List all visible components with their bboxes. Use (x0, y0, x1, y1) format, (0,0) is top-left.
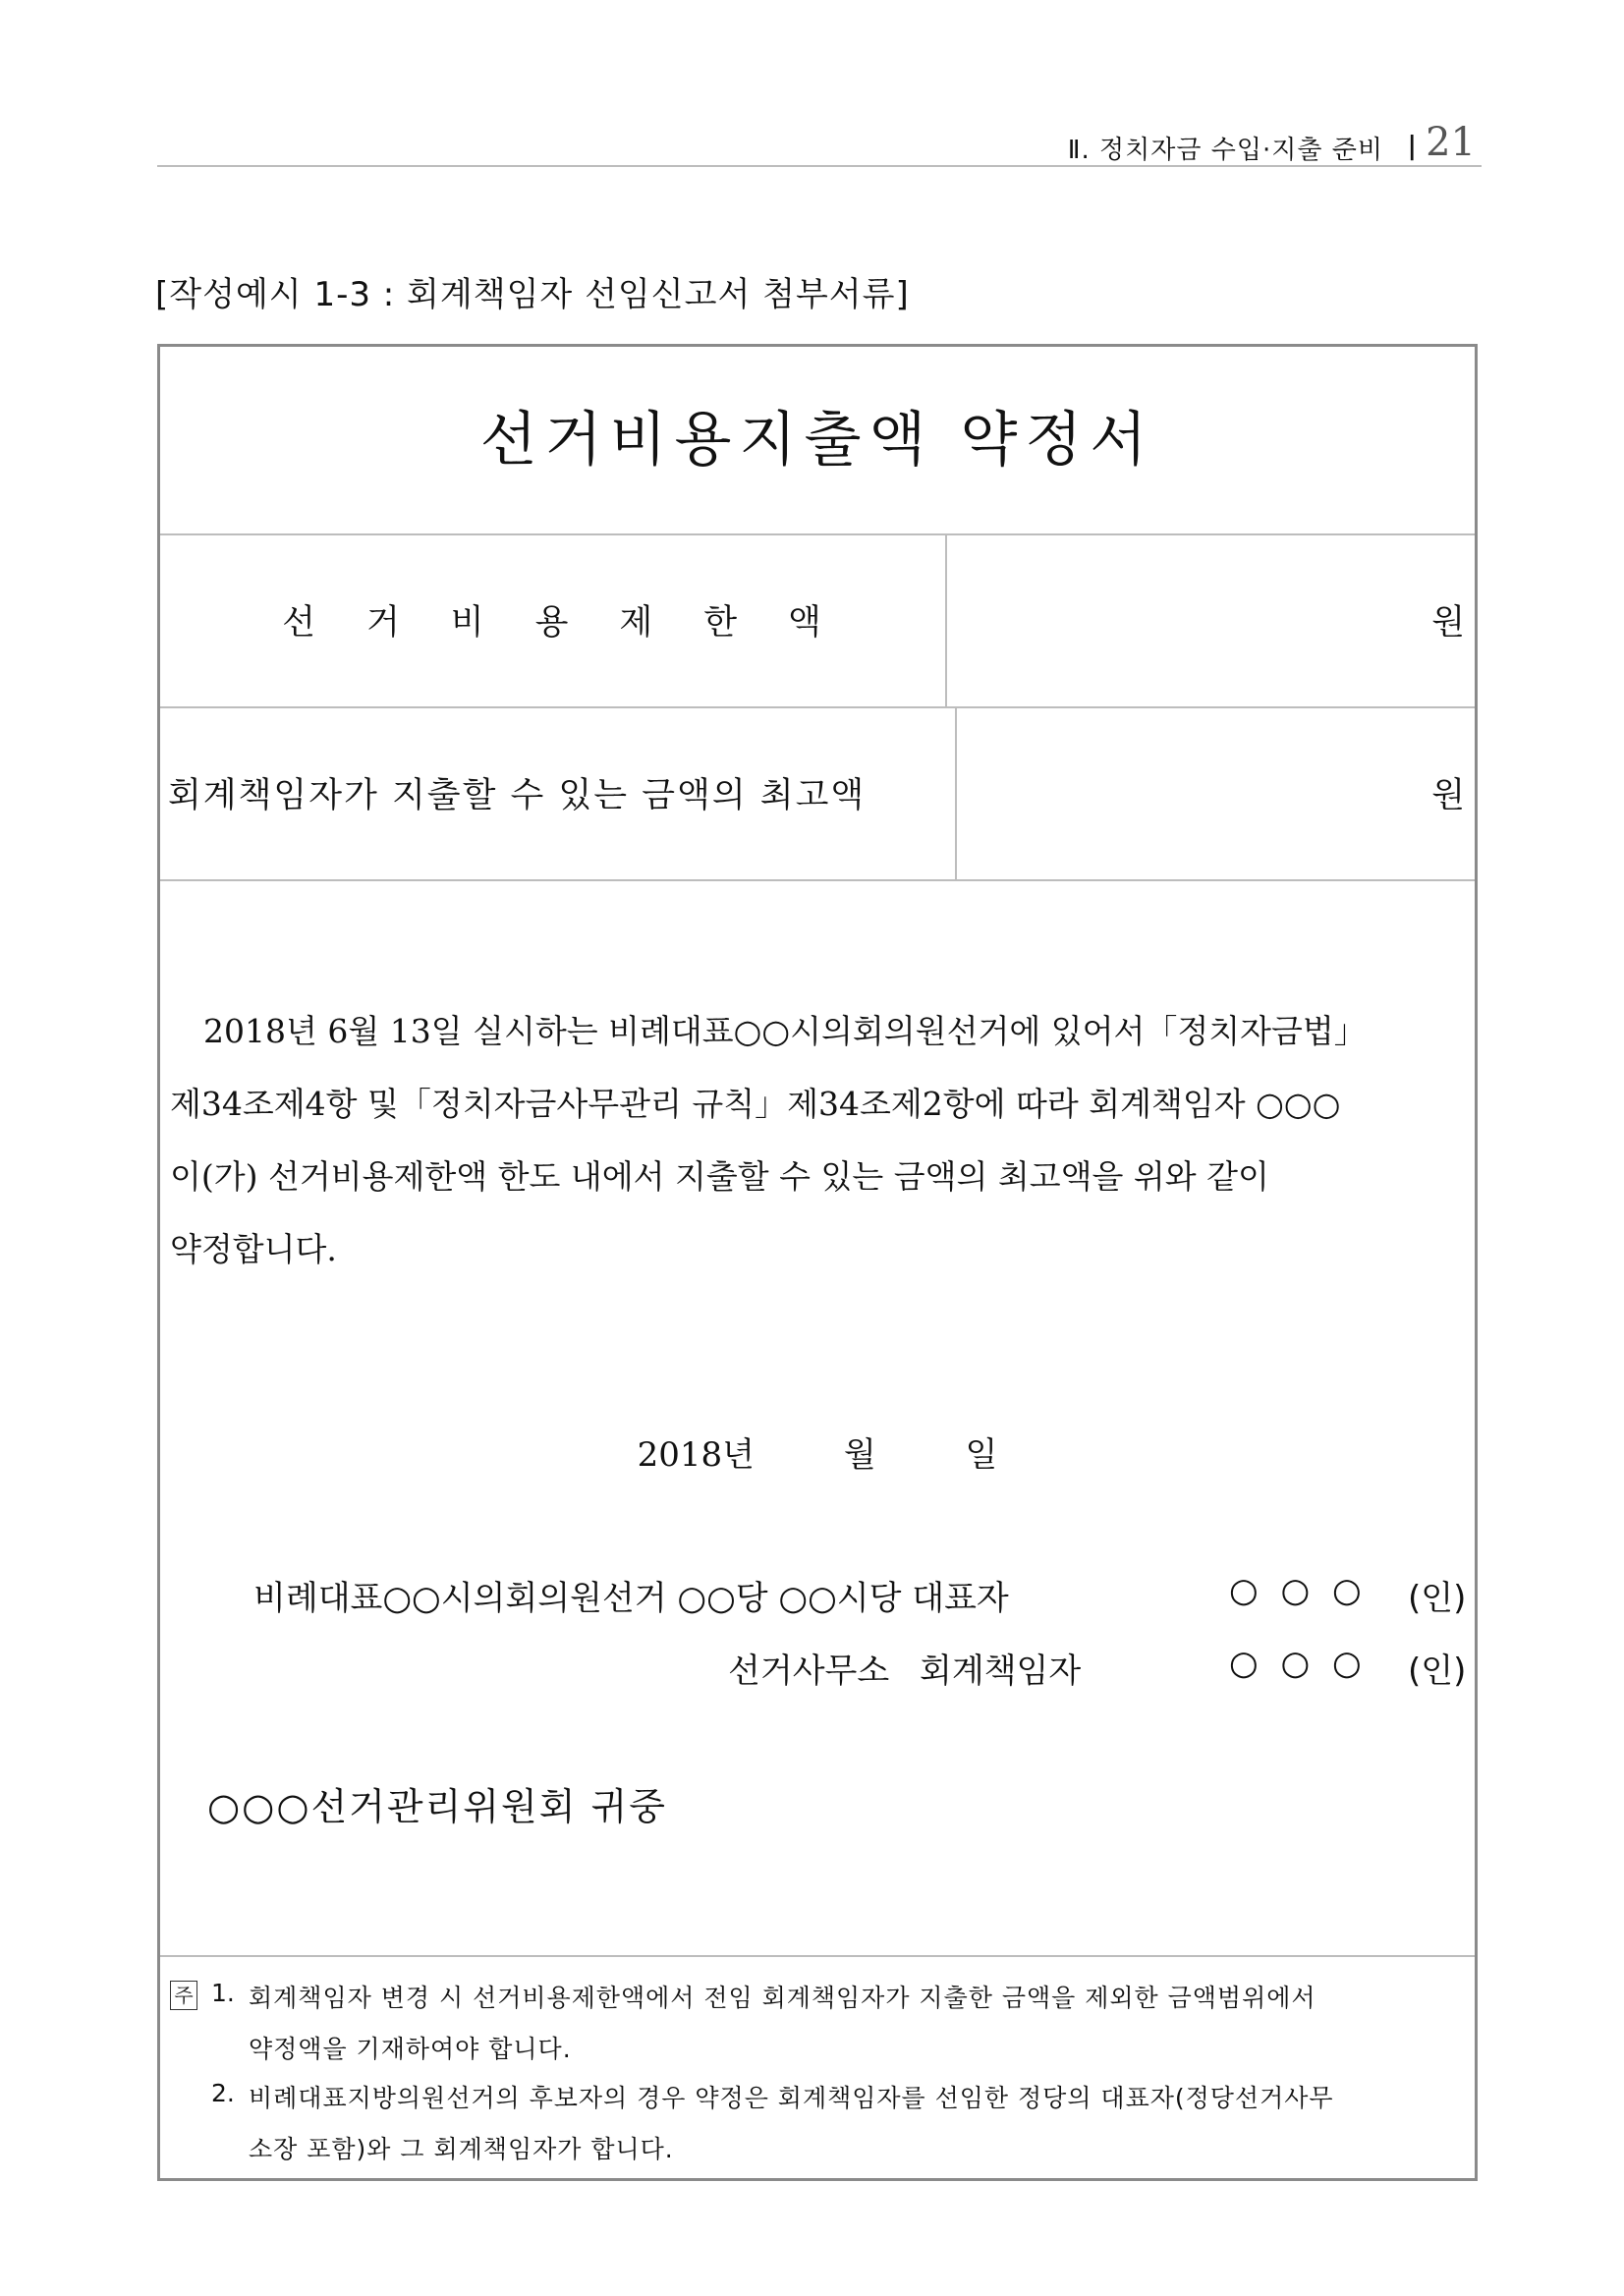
page-number: 21 (1426, 120, 1476, 165)
page-header (157, 116, 1482, 167)
date-year: 2018년 (637, 1435, 756, 1475)
paragraph-line: 제34조제4항 및「정치자금사무관리 규칙」제34조제2항에 따라 회계책임자 ○○○ (170, 1085, 1341, 1123)
note-mark: 주 (170, 1981, 197, 2010)
expense-limit-unit: 원 (1431, 603, 1465, 643)
max-amount-label: 회계책임자가 지출할 수 있는 금액의 최고액 (160, 706, 957, 879)
form-row-expense-limit (160, 533, 1475, 708)
pledge-form (157, 344, 1478, 2181)
date-day: 일 (965, 1435, 998, 1475)
notes-section (160, 1955, 1475, 2181)
note-1-number: 1. (211, 1979, 235, 2007)
signature-name-accountant: ○ ○ ○ (1229, 1644, 1362, 1683)
signature-title-representative: 비례대표○○시의회의원선거 ○○당 ○○시당 대표자 (253, 1579, 1009, 1618)
note-1-line: 회계책임자 변경 시 선거비용제한액에서 전임 회계책임자가 지출한 금액을 제외한 금액범위에서 (249, 1984, 1316, 2012)
recipient: ○○○선거관리위원회 귀중 (207, 1785, 667, 1828)
date-month: 월 (843, 1435, 876, 1475)
max-amount-unit: 원 (1431, 776, 1465, 815)
paragraph-line: 약정합니다. (170, 1230, 337, 1268)
signature-name-representative: ○ ○ ○ (1229, 1571, 1362, 1610)
expense-limit-label: 선거비용제한액 (160, 533, 947, 706)
section-title: Ⅱ. 정치자금 수입·지출 준비 (1067, 136, 1383, 165)
note-2-number: 2. (211, 2079, 235, 2107)
note-1-line: 약정액을 기재하여야 합니다. (249, 2035, 572, 2063)
signature-title-accountant: 선거사무소 회계책임자 (728, 1652, 1082, 1691)
header-separator: | (1407, 132, 1417, 161)
pledge-date (160, 1428, 1475, 1476)
pledge-paragraph (170, 995, 1465, 1286)
seal-representative: (인) (1408, 1579, 1467, 1618)
form-title: 선거비용지출액 약정서 (160, 347, 1475, 535)
example-title: [작성예시 1-3 : 회계책임자 선임신고서 첨부서류] (155, 275, 910, 314)
form-row-max-amount (160, 706, 1475, 881)
seal-accountant: (인) (1408, 1652, 1467, 1691)
note-2-line: 비례대표지방의원선거의 후보자의 경우 약정은 회계책임자를 선임한 정당의 대표자(정당선거사무 (249, 2084, 1334, 2112)
paragraph-line: 2018년 6월 13일 실시하는 비례대표○○시의회의원선거에 있어서「정치자금법」 (203, 1012, 1367, 1050)
paragraph-line: 이(가) 선거비용제한액 한도 내에서 지출할 수 있는 금액의 최고액을 위와 같이 (170, 1157, 1269, 1196)
note-2-line: 소장 포함)와 그 회계책임자가 합니다. (249, 2135, 674, 2163)
